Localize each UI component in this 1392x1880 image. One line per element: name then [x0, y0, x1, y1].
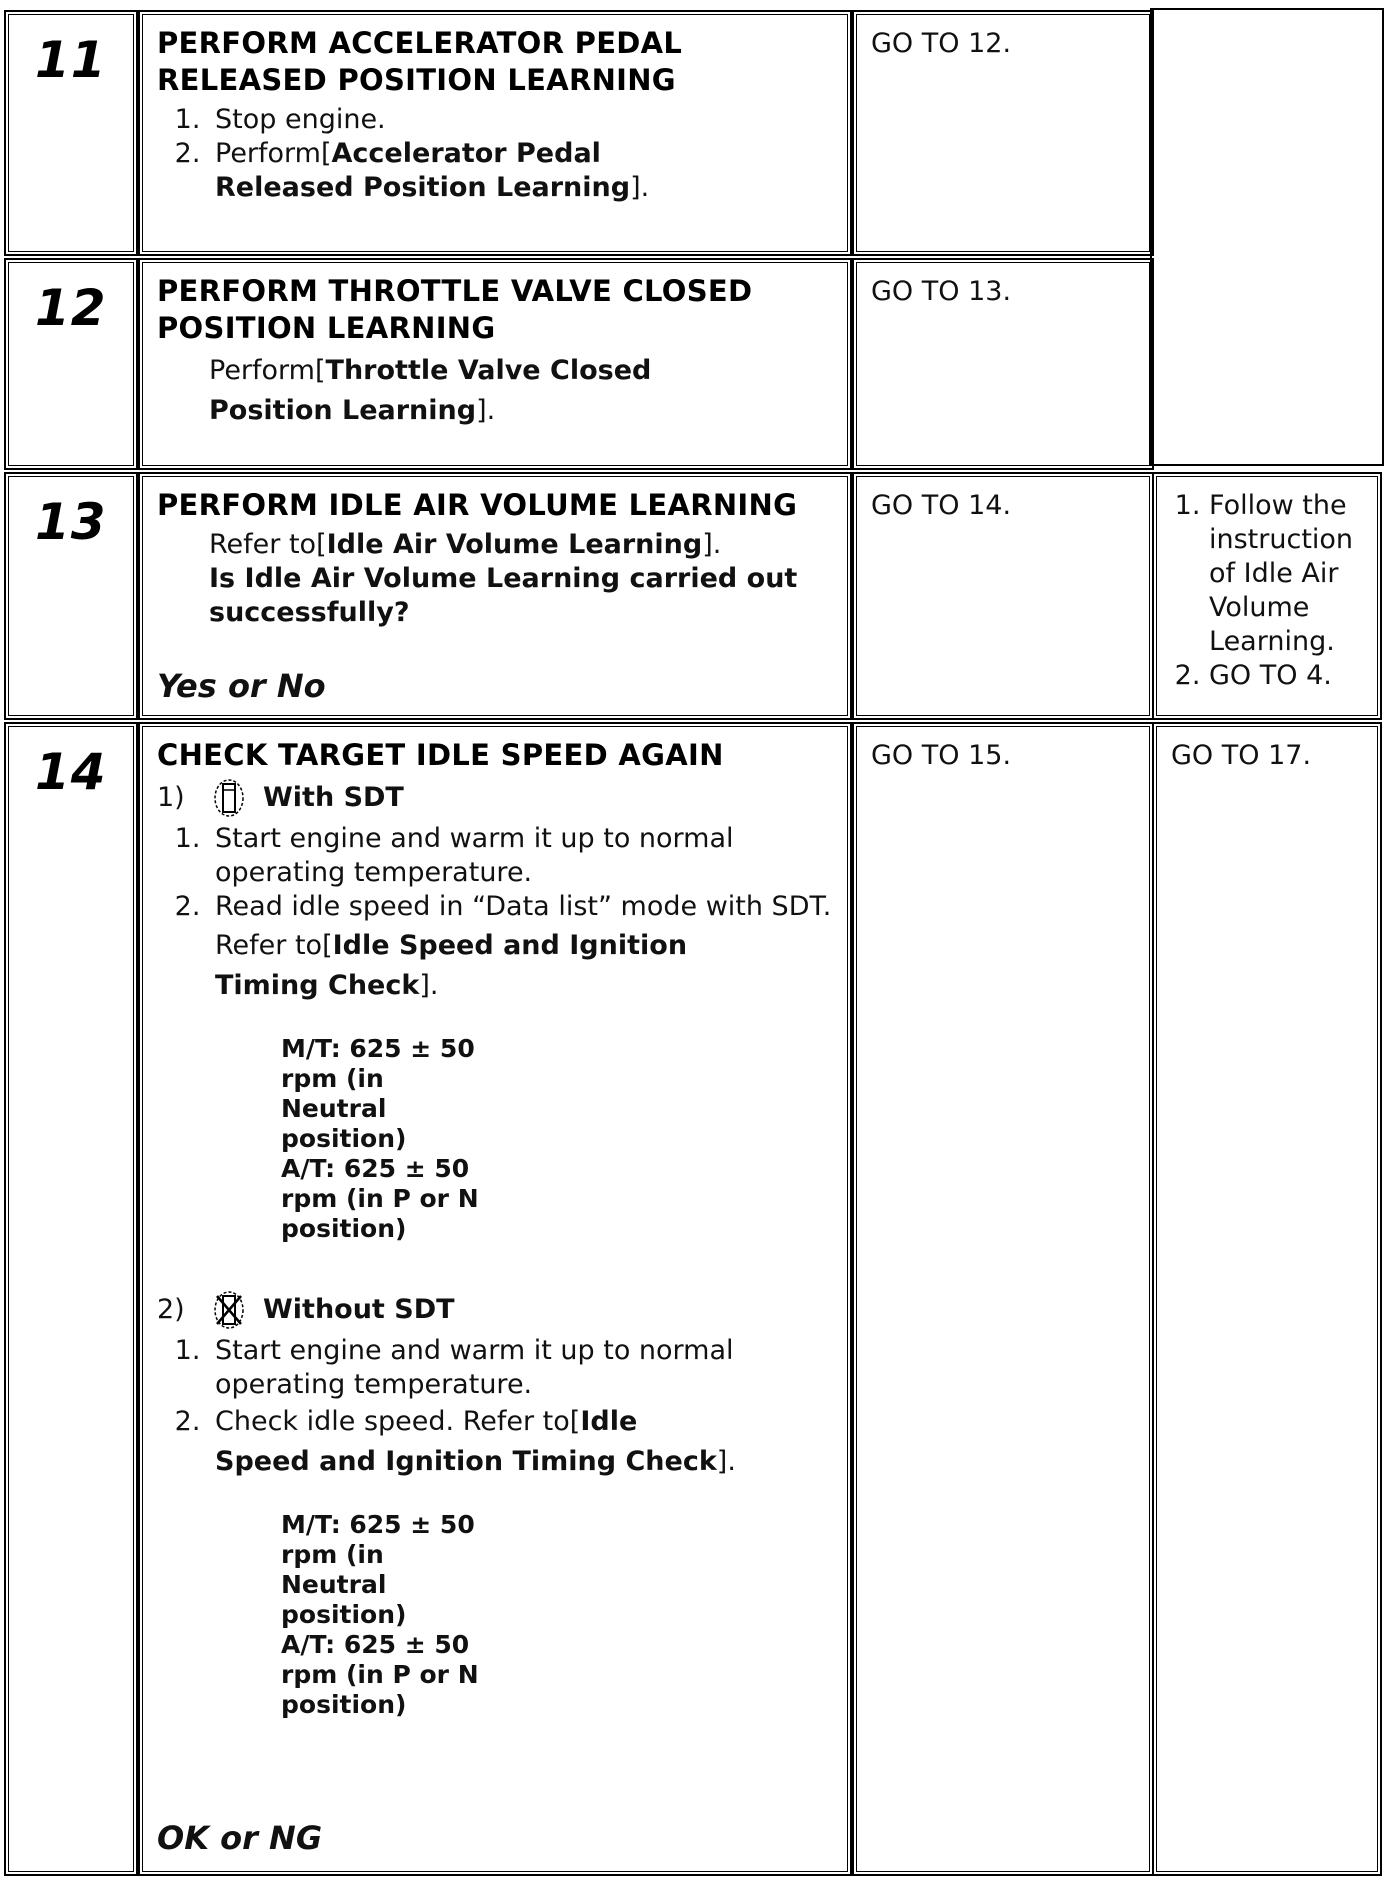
yes-cell-12 — [856, 262, 1150, 466]
verdict-label: Yes or No — [157, 667, 326, 705]
substep-list — [157, 103, 835, 205]
no-column-frame-11-12 — [1150, 8, 1384, 466]
without-sdt-heading: 2) Without SDT — [157, 1290, 835, 1330]
step-number: 11 — [35, 31, 107, 89]
procedure-link[interactable]: Throttle Valve Closed Position Learning — [209, 355, 652, 426]
step-content-cell-14 — [142, 726, 848, 1872]
step-number-cell-11 — [8, 14, 134, 252]
yes-cell-11 — [856, 14, 1150, 252]
list-item: 2. Perform[Accelerator Pedal Released Position Learning]. — [209, 137, 835, 205]
list-item: 1. Start engine and warm it up to normal operating temperature. — [209, 822, 835, 890]
idle-speed-spec: M/T: 625 ± 50 rpm (in Neutral position) A/T: 625 ± 50 rpm (in P or N position) — [281, 1510, 479, 1719]
check-question: Is Idle Air Volume Learning carried out successfully? — [209, 563, 798, 628]
yes-cell-13 — [856, 476, 1150, 716]
no-cell-13 — [1156, 476, 1378, 716]
with-sdt-heading: 1) With SDT — [157, 778, 835, 818]
step-number: 12 — [35, 279, 107, 337]
list-item: 1. Start engine and warm it up to normal operating temperature. — [209, 1334, 835, 1402]
refer-instruction: Refer to[Idle Air Volume Learning]. — [209, 529, 722, 560]
sdt-tool-icon — [209, 778, 253, 818]
no-action-list — [1163, 489, 1373, 693]
list-item: 2. Check idle speed. Refer to[Idle Speed and Ignition Timing Check]. — [209, 1402, 835, 1482]
step-content-cell-13 — [142, 476, 848, 716]
procedure-link[interactable]: Idle Speed and Ignition Timing Check — [215, 930, 688, 1001]
idle-speed-spec: M/T: 625 ± 50 rpm (in Neutral position) A/T: 625 ± 50 rpm (in P or N position) — [281, 1034, 479, 1243]
step-content-cell-12 — [142, 262, 848, 466]
procedure-link[interactable]: Accelerator Pedal Released Position Learning — [215, 138, 631, 203]
step-title: PERFORM IDLE AIR VOLUME LEARNING — [157, 488, 798, 522]
step-content-cell-11 — [142, 14, 848, 252]
yes-cell-14 — [856, 726, 1150, 1872]
goto-link[interactable]: GO TO 13. — [871, 276, 1012, 307]
goto-link[interactable]: GO TO 14. — [871, 490, 1012, 521]
step-title: PERFORM THROTTLE VALVE CLOSED POSITION LEARNING — [157, 274, 753, 345]
step-number-cell-12 — [8, 262, 134, 466]
step-number-cell-13 — [8, 476, 134, 716]
without-sdt-steps — [157, 1334, 835, 1482]
with-sdt-steps — [157, 822, 835, 1006]
procedure-link[interactable]: Idle Air Volume Learning — [326, 529, 703, 560]
list-item: 1. Stop engine. — [209, 103, 835, 137]
step-number: 13 — [35, 493, 107, 551]
no-cell-14 — [1156, 726, 1378, 1872]
procedure-link[interactable]: Idle Speed and Ignition Timing Check — [215, 1406, 717, 1477]
step-number: 14 — [35, 743, 107, 801]
step-number-cell-14 — [8, 726, 134, 1872]
list-item: 1. Follow the instruction of Idle Air Volume Learning. — [1209, 489, 1373, 659]
list-item: 2. Read idle speed in “Data list” mode with SDT. Refer to[Idle Speed and Ignition Timing Check]. — [209, 890, 835, 1006]
verdict-label: OK or NG — [157, 1819, 323, 1857]
goto-link[interactable]: GO TO 15. — [871, 740, 1012, 771]
goto-link[interactable]: GO TO 12. — [871, 28, 1012, 59]
step-title: PERFORM ACCELERATOR PEDAL RELEASED POSITION LEARNING — [157, 26, 683, 97]
goto-link[interactable]: 2. GO TO 4. — [1209, 659, 1373, 693]
step-title: CHECK TARGET IDLE SPEED AGAIN — [157, 738, 724, 772]
perform-instruction: Perform[Throttle Valve Closed Position Learning]. — [209, 355, 652, 426]
goto-link[interactable]: GO TO 17. — [1171, 740, 1312, 771]
no-sdt-icon — [209, 1290, 253, 1330]
